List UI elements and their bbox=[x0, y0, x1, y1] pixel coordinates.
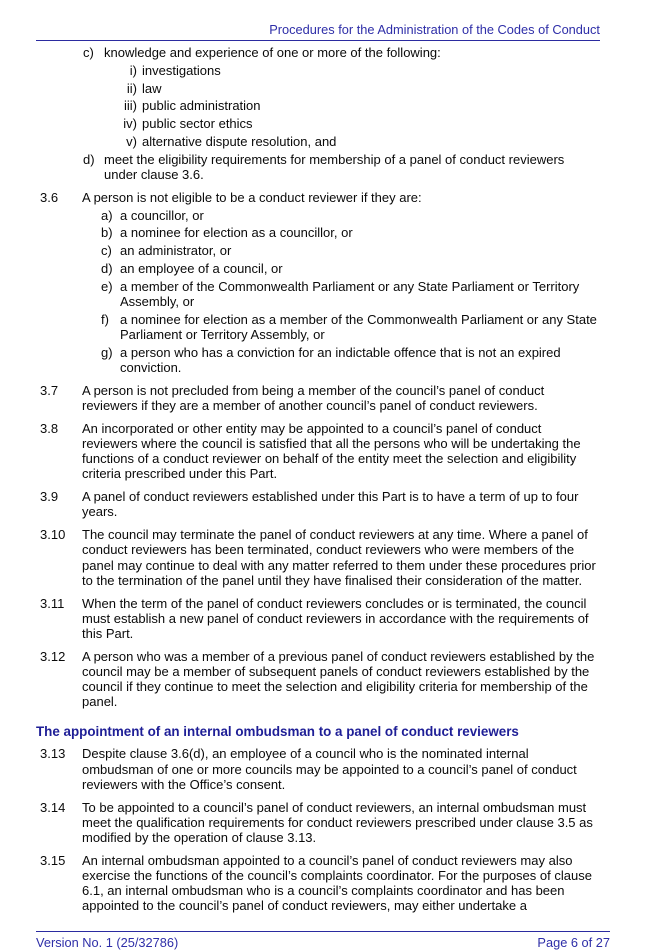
list-item bbox=[36, 345, 606, 375]
clause-text: An incorporated or other entity may be appointed to a council’s panel of conduct reviewers where the council is satisfied that all the persons who will be undertaking the functions of a conduct reviewer on behalf of the entity meet the selection and eligibility criteria prescribed under this Part. bbox=[82, 420, 581, 482]
clause-number: 3.9 bbox=[40, 489, 59, 505]
list-item-label: ii) bbox=[126, 80, 137, 96]
list-item-label: i) bbox=[129, 62, 137, 78]
list-item-label: c) bbox=[101, 243, 112, 259]
footer-version: Version No. 1 (25/32786) bbox=[36, 935, 179, 950]
list-item bbox=[36, 312, 606, 342]
clause-text: Despite clause 3.6(d), an employee of a council who is the nominated internal ombudsman of one or more councils may be appointed to a council’s panel of conduct reviewers with the Office’s consent. bbox=[82, 746, 577, 792]
clause-row bbox=[36, 190, 606, 205]
clause-number: 3.6 bbox=[40, 189, 59, 205]
page-header bbox=[36, 23, 600, 41]
clause-number: 3.12 bbox=[40, 648, 66, 664]
clause-number: 3.11 bbox=[40, 595, 65, 611]
list-item bbox=[36, 134, 606, 149]
list-item-label: b) bbox=[101, 225, 113, 241]
list-item-text: an administrator, or bbox=[120, 243, 232, 259]
list-item-text: law bbox=[142, 80, 162, 96]
list-item-label: iii) bbox=[124, 98, 137, 114]
list-item bbox=[36, 261, 606, 276]
clause-text: To be appointed to a council’s panel of conduct reviewers, an internal ombudsman must meet the qualification requirements for conduct reviewers prescribed under clause 3.5 as modified by the operation of clause 3.13. bbox=[82, 799, 593, 845]
list-item-label: c) bbox=[83, 45, 94, 60]
footer-page-number: Page 6 of 27 bbox=[537, 935, 610, 950]
list-item bbox=[36, 208, 606, 223]
list-item bbox=[36, 279, 606, 309]
clause-text: An internal ombudsman appointed to a council’s panel of conduct reviewers may also exercise the functions of the council’s complaints coordinator. For the purposes of clause 6.1, an internal ombudsman who is a council’s complaints coordinator and has been appointed to the council’s panel of conduct reviewers, may either undertake a bbox=[82, 852, 592, 914]
list-item-label: e) bbox=[101, 278, 113, 294]
clause-row bbox=[36, 746, 606, 792]
list-item-text: knowledge and experience of one or more of the following: bbox=[104, 45, 441, 60]
list-item-text: meet the eligibility requirements for membership of a panel of conduct reviewers under clause 3.6. bbox=[104, 151, 565, 182]
list-item-text: a councillor, or bbox=[120, 207, 204, 223]
clause-text: A person is not eligible to be a conduct reviewer if they are: bbox=[82, 189, 422, 205]
clause-text: A panel of conduct reviewers established under this Part is to have a term of up to four years. bbox=[82, 489, 579, 520]
clause-row bbox=[36, 649, 606, 710]
page-footer bbox=[36, 931, 610, 950]
list-item-text: a nominee for election as a councillor, or bbox=[120, 225, 353, 241]
list-item-label: iv) bbox=[123, 116, 137, 132]
clause-row bbox=[36, 527, 606, 588]
clause-row bbox=[36, 421, 606, 482]
list-item bbox=[36, 243, 606, 258]
clause-number: 3.15 bbox=[40, 852, 66, 868]
header-title: Procedures for the Administration of the Codes of Conduct bbox=[269, 22, 600, 37]
list-item bbox=[36, 98, 606, 113]
list-item-label: d) bbox=[83, 151, 95, 167]
list-item-text: a person who has a conviction for an indictable offence that is not an expired conviction. bbox=[120, 344, 561, 375]
list-item-text: public administration bbox=[142, 98, 261, 114]
clause-number: 3.7 bbox=[40, 382, 59, 398]
clause-text: When the term of the panel of conduct reviewers concludes or is terminated, the council must establish a new panel of conduct reviewers in accordance with the requirements of this Part. bbox=[82, 595, 589, 641]
clause-number: 3.8 bbox=[40, 420, 59, 436]
list-item bbox=[36, 45, 606, 60]
clause-text: A person is not precluded from being a member of the council’s panel of conduct reviewers if they are a member of another council’s panel of conduct reviewers. bbox=[82, 382, 545, 413]
clause-row bbox=[36, 800, 606, 846]
clause-text: A person who was a member of a previous panel of conduct reviewers established by the council may be a member of subsequent panels of conduct reviewers established by the council if they continue to meet the selection and eligibility criteria for membership of the panel. bbox=[82, 648, 595, 710]
list-item bbox=[36, 225, 606, 240]
list-item-label: f) bbox=[101, 311, 109, 327]
list-item-text: investigations bbox=[142, 62, 221, 78]
list-item-label: v) bbox=[126, 133, 137, 149]
list-item-label: g) bbox=[101, 344, 113, 360]
clause-row bbox=[36, 489, 606, 519]
list-item bbox=[36, 81, 606, 96]
list-item-text: alternative dispute resolution, and bbox=[142, 133, 337, 149]
page-content bbox=[36, 45, 606, 916]
clause-text: The council may terminate the panel of conduct reviewers at any time. Where a panel of conduct reviewers has been terminated, conduct reviewers who were members of the panel may continue to deal with any matter referred to them under these procedures prior to the termination of the panel until they have finalised their consideration of the matter. bbox=[82, 527, 596, 588]
list-item-label: a) bbox=[101, 207, 113, 223]
clause-number: 3.10 bbox=[40, 527, 66, 543]
clause-row bbox=[36, 596, 606, 642]
list-item-label: d) bbox=[101, 260, 113, 276]
list-item-text: an employee of a council, or bbox=[120, 260, 283, 276]
clause-number: 3.13 bbox=[40, 746, 66, 762]
list-item bbox=[36, 63, 606, 78]
list-item-text: a nominee for election as a member of the Commonwealth Parliament or any State Parliament or Territory Assembly, or bbox=[120, 311, 597, 342]
clause-row bbox=[36, 383, 606, 413]
list-item-text: a member of the Commonwealth Parliament or any State Parliament or Territory Assembly, or bbox=[120, 278, 580, 309]
clause-number: 3.14 bbox=[40, 799, 66, 815]
list-item bbox=[36, 116, 606, 131]
list-item-text: public sector ethics bbox=[142, 116, 253, 132]
list-item bbox=[36, 152, 606, 182]
clause-row bbox=[36, 853, 606, 914]
section-heading: The appointment of an internal ombudsman to a panel of conduct reviewers bbox=[36, 723, 519, 739]
